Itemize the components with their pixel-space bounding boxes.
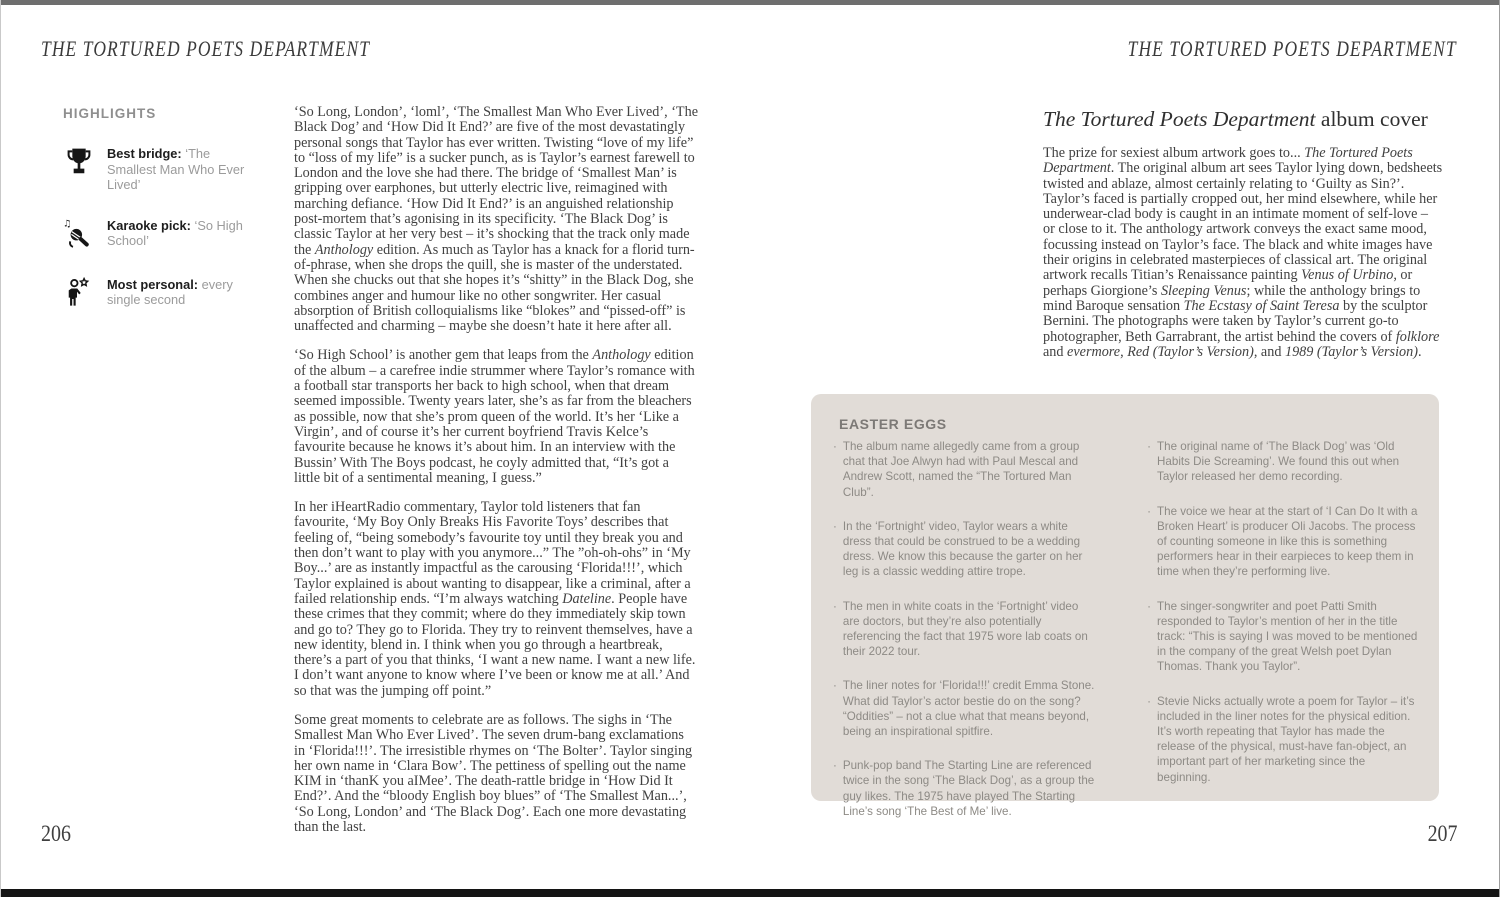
highlights-sidebar — [63, 106, 273, 311]
section-heading-italic: The Tortured Poets Department — [1043, 107, 1316, 131]
highlight-label: Karaoke pick: — [107, 217, 191, 233]
page-number-left: 206 — [41, 820, 71, 847]
highlight-text — [107, 277, 259, 308]
left-article-column — [294, 105, 698, 849]
easter-egg-item — [833, 599, 1097, 660]
bullet-dot: · — [833, 759, 837, 773]
section-heading-regular: album cover — [1315, 107, 1428, 131]
running-head-left: THE TORTURED POETS DEPARTMENT — [41, 38, 371, 62]
easter-egg-text: Punk-pop band The Starting Line are referenced twice in the song ‘The Black Dog’, as a group the guy likes. The 1975 have played The Starting Line’s song ‘The Best of Me’ live. — [842, 759, 1095, 818]
easter-egg-item — [833, 758, 1097, 819]
running-head-right: THE TORTURED POETS DEPARTMENT — [1127, 38, 1457, 62]
bullet-dot: · — [1147, 504, 1152, 518]
easter-eggs-left-column — [833, 439, 1097, 838]
highlight-value: every single second — [107, 276, 233, 308]
karaoke-microphone-icon — [63, 218, 95, 252]
highlight-value: ‘So High School’ — [107, 217, 243, 249]
highlight-label: Best bridge: — [107, 146, 182, 161]
bullet-dot: · — [833, 599, 837, 613]
easter-egg-item — [833, 439, 1097, 500]
easter-egg-item — [1147, 439, 1419, 485]
bullet-dot: · — [1147, 694, 1152, 708]
highlight-text — [107, 218, 259, 249]
bullet-dot: · — [833, 440, 837, 453]
easter-egg-text: The original name of ‘The Black Dog’ was ‘Old Habits Die Screaming’. We found this out when Taylor released her demo recording. — [1157, 440, 1400, 484]
easter-eggs-right-column — [1147, 439, 1419, 838]
easter-eggs-box — [811, 394, 1439, 818]
page-number-right: 207 — [1427, 820, 1457, 847]
easter-eggs-title: EASTER EGGS — [839, 416, 947, 432]
svg-text:♫: ♫ — [63, 218, 72, 230]
easter-egg-text: The voice we hear at the start of ‘I Can Do It with a Broken Heart’ is producer Oli Jacobs. The process of counting someone in like this is something performers hear in their earpieces to keep them in time when they’re performing live. — [1157, 504, 1418, 579]
easter-egg-item — [833, 678, 1097, 739]
easter-eggs-columns — [833, 439, 1419, 838]
easter-egg-text: The album name allegedly came from a group chat that Joe Alwyn had with Paul Mescal and Andrew Scott, named the “The Tortured Man Club”. — [842, 440, 1080, 499]
person-star-icon — [63, 277, 95, 311]
easter-egg-text: The men in white coats in the ‘Fortnight’ video are doctors, but they’re also potentially referencing the fact that 1975 wore lab coats on their 2022 tour. — [842, 599, 1088, 659]
easter-egg-item — [833, 519, 1097, 580]
highlight-item-most-personal — [63, 277, 273, 311]
easter-egg-item — [1147, 599, 1419, 675]
article-paragraph: In her iHeartRadio commentary, Taylor told listeners that fan favourite, ‘My Boy Only Breaks His Favorite Toys’ describes that feeling of, “being somebody’s favourite toy until they break you and then don’t want to play with you anymore...” The ”oh-oh-ohs” in ‘My Boy...’ are as instantly impactful as the carousing ‘Florida!!!’, which Taylor explained is about wanting to disappear, like a criminal, after a failed relationship ends. “I’m always watching Dateline. People have these crimes that they commit; where do they immediately skip town and go to? They go to Florida. They try to reinvent themselves, have a new identity, blend in. I think when you go through a heartbreak, there’s a part of you that thinks, ‘I want a new name. I want a new life. I don’t want anyone to know where I’ve been or know me at all.’ And so that was the jumping off point.” — [294, 499, 696, 699]
bottom-edge-bar — [1, 889, 1499, 897]
highlight-item-karaoke-pick — [63, 218, 273, 252]
section-heading — [1043, 108, 1463, 132]
article-paragraph: ‘So Long, London’, ‘loml’, ‘The Smallest Man Who Ever Lived’, ‘The Black Dog’ and ‘How Did It End?’ are five of the most devastatingly personal songs that Taylor has ever written. Twisting “love of my life” to “loss of my life” is a sucker punch, as is Taylor’s earnest farewell to London and the love she had there. The bridge of ‘Smallest Man’ is gripping over earphones, but utterly electric live, reimagined with marching defiance. ‘How Did It End?’ is an anguished relationship post-mortem that’s agonising in its specificity. ‘The Black Dog’ is classic Taylor at her very best – it’s shocking that the track only made the Anthology edition. As much as Taylor has a knack for a florid turn-of-phrase, when she drops the quill, she is master of the understated. When she chucks out that she hopes it’s “shitty” in the Black Dog, she combines anger and humour like no other songwriter. Her casual absorption of British colloquialisms like “blokes” and “pissed-off” is unaffected and charming – maybe she doesn’t hate it here after all. — [294, 104, 698, 335]
article-paragraph: ‘So High School’ is another gem that leaps from the Anthology edition of the album – a carefree indie strummer where Taylor’s romance with a football star transports her back to high school, when that dream seemed impossible. Twenty years later, she’s as far from the bleachers as possible, now that she’s prom queen of the world. It’s her ‘Like a Virgin’, and of course it’s her current boyfriend Travis Kelce’s favourite because he knows it’s about him. In an interview with the Bussin’ With The Boys podcast, he coyly admitted that, “It’s got a little bit of a sentimental meaning, I guess.” — [294, 347, 695, 486]
highlight-label: Most personal: — [107, 276, 199, 292]
easter-egg-text: The liner notes for ‘Florida!!!’ credit Emma Stone. What did Taylor’s actor bestie do on the song? “Oddities” – not a clue what that means beyond, being an inspirational spitfire. — [842, 679, 1095, 739]
easter-egg-item — [1147, 694, 1419, 785]
bullet-dot: · — [1147, 440, 1152, 453]
highlight-item-best-bridge — [63, 146, 273, 193]
bullet-dot: · — [833, 679, 837, 693]
article-paragraph: Some great moments to celebrate are as follows. The sighs in ‘The Smallest Man Who Ever Lived’. The seven drum-bang exclamations in ‘Florida!!!’. The irresistible rhymes on ‘The Bolter’. Taylor singing her own name in ‘Clara Bow’. The pettiness of spelling out the name KIM in ‘thanK you aIMee’. The death-rattle bridge in ‘How Did It End?’. And the “bloody English boy blues” of ‘The Smallest Man...’, ‘So Long, London’ and ‘The Black Dog’. Each one more devastating than the last. — [294, 711, 693, 836]
highlight-text — [107, 146, 259, 193]
easter-egg-text: Stevie Nicks actually wrote a poem for Taylor – it’s included in the liner notes for the physical edition. It’s worth repeating that Taylor has made the release of the physical, must-have fan-object, an important part of her marketing since the beginning. — [1157, 694, 1415, 784]
easter-egg-text: In the ‘Fortnight’ video, Taylor wears a white dress that could be construed to be a wedding dress. We know this because the garter on her leg is a classic wedding attire trope. — [842, 519, 1083, 579]
highlights-label: HIGHLIGHTS — [63, 106, 157, 121]
trophy-icon — [63, 146, 95, 180]
bullet-dot: · — [833, 519, 837, 533]
album-cover-intro: The prize for sexiest album artwork goes to... The Tortured Poets Department. The original album art sees Taylor lying down, bedsheets twisted and ablaze, almost certainly relating to ‘Guilty as Sin?’. Taylor’s faced is partially cropped out, her mind elsewhere, while her underwear-clad body is caught in an intimate moment of self-love – or close to it. The anthology artwork conveys the exact same mood, focussing instead on Taylor’s face. The black and white images have their origins in celebrated masterpieces of classical art. The original artwork recalls Titian’s Renaissance painting Venus of Urbino, or perhaps Giorgione’s Sleeping Venus; while the anthology brings to mind Baroque sensation The Ecstasy of Saint Teresa by the sculptor Bernini. The photographs were taken by Taylor’s current go-to photographer, Beth Garrabrant, the artist behind the covers of folklore and evermore, Red (Taylor’s Version), and 1989 (Taylor’s Version). — [1043, 145, 1443, 360]
easter-egg-item — [1147, 504, 1419, 580]
highlight-value: ‘The Smallest Man Who Ever Lived’ — [107, 146, 245, 193]
bullet-dot: · — [1147, 599, 1152, 613]
easter-egg-text: The singer-songwriter and poet Patti Smith responded to Taylor’s mention of her in the title track: “This is saying I was moved to be mentioned in the company of the great Welsh poet Dylan Thomas. Thank you Taylor”. — [1157, 599, 1418, 674]
top-edge-bar — [1, 0, 1499, 5]
